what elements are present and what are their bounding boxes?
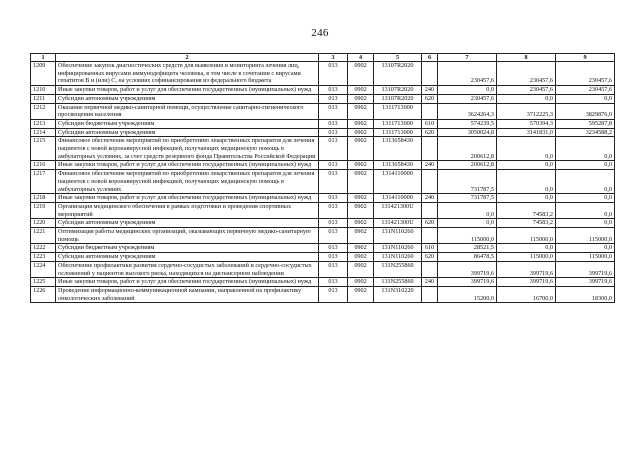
table-row <box>31 170 615 194</box>
col-header: 5 <box>374 54 422 62</box>
ministry-code: 013 <box>319 170 348 194</box>
expense-type: 620 <box>422 253 438 262</box>
amount-year-2: 74583,2 <box>497 202 556 218</box>
amount-year-2: 0,0 <box>497 244 556 253</box>
expense-type: 610 <box>422 119 438 128</box>
table-row <box>31 119 615 128</box>
header-row <box>31 54 615 62</box>
amount-year-2: 3712225,3 <box>497 103 556 119</box>
ministry-code: 013 <box>319 219 348 228</box>
ministry-code: 013 <box>319 286 348 302</box>
section-code: 0902 <box>348 261 374 277</box>
target-article: 1313658430 <box>374 137 422 161</box>
amount-year-3: 399719,6 <box>556 261 615 277</box>
expense-type <box>422 228 438 244</box>
expense-type <box>422 62 438 86</box>
target-article: 131N110260 <box>374 253 422 262</box>
amount-year-3: 230457,6 <box>556 62 615 86</box>
amount-year-1: 399719,6 <box>438 278 497 287</box>
amount-year-2: 0,0 <box>497 194 556 203</box>
row-name: Оптимизация работы медицинских организаций, оказывающих первичную медико-санитарную помощь <box>56 228 319 244</box>
row-name: Субсидии автономным учреждениям <box>56 94 319 103</box>
row-name: Обеспечение закупок диагностических средств для выявления и мониторинга лечения лиц, инфицированных вирусами иммунодефицита человека, в том числе в сочетании с вирусами гепатитов В и (или) С, на условиях софинансирования из федерального бюджета <box>56 62 319 86</box>
amount-year-1: 731787,5 <box>438 194 497 203</box>
section-code: 0902 <box>348 161 374 170</box>
section-code: 0902 <box>348 219 374 228</box>
section-code: 0902 <box>348 278 374 287</box>
section-code: 0902 <box>348 103 374 119</box>
target-article: 1314110000 <box>374 194 422 203</box>
col-header: 7 <box>438 54 497 62</box>
target-article: 1313658430 <box>374 161 422 170</box>
ministry-code: 013 <box>319 103 348 119</box>
table-row <box>31 253 615 262</box>
amount-year-2: 16700,0 <box>497 286 556 302</box>
section-code: 0902 <box>348 286 374 302</box>
amount-year-1: 3624264,3 <box>438 103 497 119</box>
section-code: 0902 <box>348 128 374 137</box>
amount-year-2: 115000,0 <box>497 228 556 244</box>
expense-type <box>422 261 438 277</box>
ministry-code: 013 <box>319 253 348 262</box>
amount-year-3: 399719,6 <box>556 278 615 287</box>
row-name: Финансовое обеспечение мероприятий по приобретению лекарственных препаратов для лечения пациентов с новой коронавирусной инфекцией, получающих медицинскую помощь в амбулаторных условиях <box>56 170 319 194</box>
ministry-code: 013 <box>319 94 348 103</box>
target-article: 13107R2020 <box>374 94 422 103</box>
amount-year-2: 570394,3 <box>497 119 556 128</box>
row-number: 1216 <box>31 161 56 170</box>
amount-year-3: 0,0 <box>556 202 615 218</box>
row-number: 1215 <box>31 137 56 161</box>
amount-year-1: 200612,8 <box>438 137 497 161</box>
amount-year-3: 0,0 <box>556 137 615 161</box>
row-number: 1219 <box>31 202 56 218</box>
row-number: 1220 <box>31 219 56 228</box>
expense-type: 610 <box>422 244 438 253</box>
expense-type: 620 <box>422 219 438 228</box>
expense-type <box>422 286 438 302</box>
ministry-code: 013 <box>319 244 348 253</box>
col-header: 1 <box>31 54 56 62</box>
row-name: Организация медицинского обеспечения в рамках подготовки и проведения спортивных мероприятий <box>56 202 319 218</box>
expense-type: 240 <box>422 86 438 95</box>
target-article: 13107R2020 <box>374 62 422 86</box>
table-row <box>31 137 615 161</box>
ministry-code: 013 <box>319 137 348 161</box>
target-article: 1311713000 <box>374 103 422 119</box>
amount-year-2: 0,0 <box>497 94 556 103</box>
section-code: 0902 <box>348 253 374 262</box>
row-number: 1222 <box>31 244 56 253</box>
ministry-code: 013 <box>319 62 348 86</box>
target-article: 131N310220 <box>374 286 422 302</box>
amount-year-1: 0,0 <box>438 202 497 218</box>
target-article: 131N255860 <box>374 278 422 287</box>
amount-year-2: 230457,6 <box>497 86 556 95</box>
row-name: Субсидии бюджетным учреждениям <box>56 244 319 253</box>
expense-type <box>422 202 438 218</box>
amount-year-3: 0,0 <box>556 219 615 228</box>
target-article: 1314110000 <box>374 170 422 194</box>
col-header: 3 <box>319 54 348 62</box>
table-row <box>31 161 615 170</box>
section-code: 0902 <box>348 228 374 244</box>
ministry-code: 013 <box>319 86 348 95</box>
expense-type: 620 <box>422 128 438 137</box>
row-number: 1210 <box>31 86 56 95</box>
amount-year-1: 0,0 <box>438 86 497 95</box>
expense-type <box>422 137 438 161</box>
row-name: Субсидии бюджетным учреждениям <box>56 119 319 128</box>
row-name: Обеспечение профилактики развития сердечно-сосудистых заболеваний и сердечно-сосудистых осложнений у пациентов высокого риска, находящихся на диспансерном наблюдении <box>56 261 319 277</box>
col-header: 9 <box>556 54 615 62</box>
target-article: 13107R2020 <box>374 86 422 95</box>
row-number: 1213 <box>31 119 56 128</box>
col-header: 2 <box>56 54 319 62</box>
table-row <box>31 202 615 218</box>
amount-year-1: 115000,0 <box>438 228 497 244</box>
amount-year-3: 230457,6 <box>556 86 615 95</box>
col-header: 6 <box>422 54 438 62</box>
amount-year-3: 0,0 <box>556 170 615 194</box>
row-name: Субсидии автономным учреждениям <box>56 128 319 137</box>
amount-year-1: 3050024,8 <box>438 128 497 137</box>
target-article: 131421300U <box>374 202 422 218</box>
expense-type: 240 <box>422 194 438 203</box>
amount-year-1: 574239,5 <box>438 119 497 128</box>
section-code: 0902 <box>348 119 374 128</box>
amount-year-3: 18300,0 <box>556 286 615 302</box>
row-name: Субсидии автономным учреждениям <box>56 219 319 228</box>
expense-type <box>422 170 438 194</box>
ministry-code: 013 <box>319 261 348 277</box>
amount-year-1: 399719,6 <box>438 261 497 277</box>
table-row <box>31 286 615 302</box>
budget-table <box>30 53 615 303</box>
target-article: 131N110260 <box>374 228 422 244</box>
table-row <box>31 278 615 287</box>
row-number: 1209 <box>31 62 56 86</box>
amount-year-2: 0,0 <box>497 170 556 194</box>
expense-type: 240 <box>422 161 438 170</box>
row-number: 1221 <box>31 228 56 244</box>
amount-year-1: 15200,0 <box>438 286 497 302</box>
row-number: 1212 <box>31 103 56 119</box>
row-name: Иные закупки товаров, работ и услуг для обеспечения государственных (муниципальных) нужд <box>56 86 319 95</box>
expense-type: 620 <box>422 94 438 103</box>
row-number: 1217 <box>31 170 56 194</box>
ministry-code: 013 <box>319 202 348 218</box>
amount-year-3: 0,0 <box>556 161 615 170</box>
target-article: 131N110260 <box>374 244 422 253</box>
target-article: 1311713000 <box>374 119 422 128</box>
table-row <box>31 128 615 137</box>
amount-year-1: 230457,6 <box>438 94 497 103</box>
table-row <box>31 194 615 203</box>
section-code: 0902 <box>348 244 374 253</box>
amount-year-2: 399719,6 <box>497 278 556 287</box>
amount-year-1: 86478,5 <box>438 253 497 262</box>
amount-year-1: 200612,8 <box>438 161 497 170</box>
row-name: Иные закупки товаров, работ и услуг для обеспечения государственных (муниципальных) нужд <box>56 161 319 170</box>
amount-year-3: 115000,0 <box>556 253 615 262</box>
amount-year-2: 115000,0 <box>497 253 556 262</box>
row-name: Иные закупки товаров, работ и услуг для обеспечения государственных (муниципальных) нужд <box>56 278 319 287</box>
row-number: 1218 <box>31 194 56 203</box>
table-row <box>31 103 615 119</box>
amount-year-1: 28521,5 <box>438 244 497 253</box>
col-header: 4 <box>348 54 374 62</box>
ministry-code: 013 <box>319 278 348 287</box>
row-number: 1226 <box>31 286 56 302</box>
amount-year-2: 74583,2 <box>497 219 556 228</box>
table-row <box>31 62 615 86</box>
row-name: Проведение информационно-коммуникационной кампании, направленной на профилактику онкологических заболеваний <box>56 286 319 302</box>
row-name: Субсидии автономным учреждениям <box>56 253 319 262</box>
amount-year-3: 0,0 <box>556 244 615 253</box>
amount-year-3: 0,0 <box>556 94 615 103</box>
page-number: 246 <box>311 27 329 39</box>
row-number: 1223 <box>31 253 56 262</box>
ministry-code: 013 <box>319 228 348 244</box>
amount-year-1: 731787,5 <box>438 170 497 194</box>
ministry-code: 013 <box>319 128 348 137</box>
amount-year-3: 0,0 <box>556 194 615 203</box>
amount-year-2: 0,0 <box>497 137 556 161</box>
table-row <box>31 244 615 253</box>
amount-year-1: 0,0 <box>438 219 497 228</box>
section-code: 0902 <box>348 62 374 86</box>
amount-year-3: 115000,0 <box>556 228 615 244</box>
amount-year-3: 3829876,0 <box>556 103 615 119</box>
table-row <box>31 219 615 228</box>
col-header: 8 <box>497 54 556 62</box>
table-row <box>31 261 615 277</box>
amount-year-3: 595287,8 <box>556 119 615 128</box>
section-code: 0902 <box>348 194 374 203</box>
target-article: 131421300U <box>374 219 422 228</box>
section-code: 0902 <box>348 202 374 218</box>
amount-year-3: 3234588,2 <box>556 128 615 137</box>
row-name: Иные закупки товаров, работ и услуг для обеспечения государственных (муниципальных) нужд <box>56 194 319 203</box>
amount-year-2: 0,0 <box>497 161 556 170</box>
amount-year-1: 230457,6 <box>438 62 497 86</box>
row-name: Оказание первичной медико-санитарной помощи, осуществление санитарно-гигиенического просвещения населения <box>56 103 319 119</box>
section-code: 0902 <box>348 170 374 194</box>
expense-type: 240 <box>422 278 438 287</box>
amount-year-2: 399719,6 <box>497 261 556 277</box>
table-row <box>31 86 615 95</box>
section-code: 0902 <box>348 137 374 161</box>
amount-year-2: 3141831,0 <box>497 128 556 137</box>
section-code: 0902 <box>348 94 374 103</box>
row-number: 1225 <box>31 278 56 287</box>
ministry-code: 013 <box>319 161 348 170</box>
amount-year-2: 230457,6 <box>497 62 556 86</box>
row-number: 1224 <box>31 261 56 277</box>
table-row <box>31 94 615 103</box>
row-name: Финансовое обеспечение мероприятий по приобретению лекарственных препаратов для лечения пациентов с новой коронавирусной инфекцией, получающих медицинскую помощь в амбулаторных условиях, за счет средств резервного фонда Правительства Российской Федерации <box>56 137 319 161</box>
row-number: 1211 <box>31 94 56 103</box>
row-number: 1214 <box>31 128 56 137</box>
table-row <box>31 228 615 244</box>
section-code: 0902 <box>348 86 374 95</box>
target-article: 131N255860 <box>374 261 422 277</box>
ministry-code: 013 <box>319 119 348 128</box>
target-article: 1311713000 <box>374 128 422 137</box>
ministry-code: 013 <box>319 194 348 203</box>
expense-type <box>422 103 438 119</box>
